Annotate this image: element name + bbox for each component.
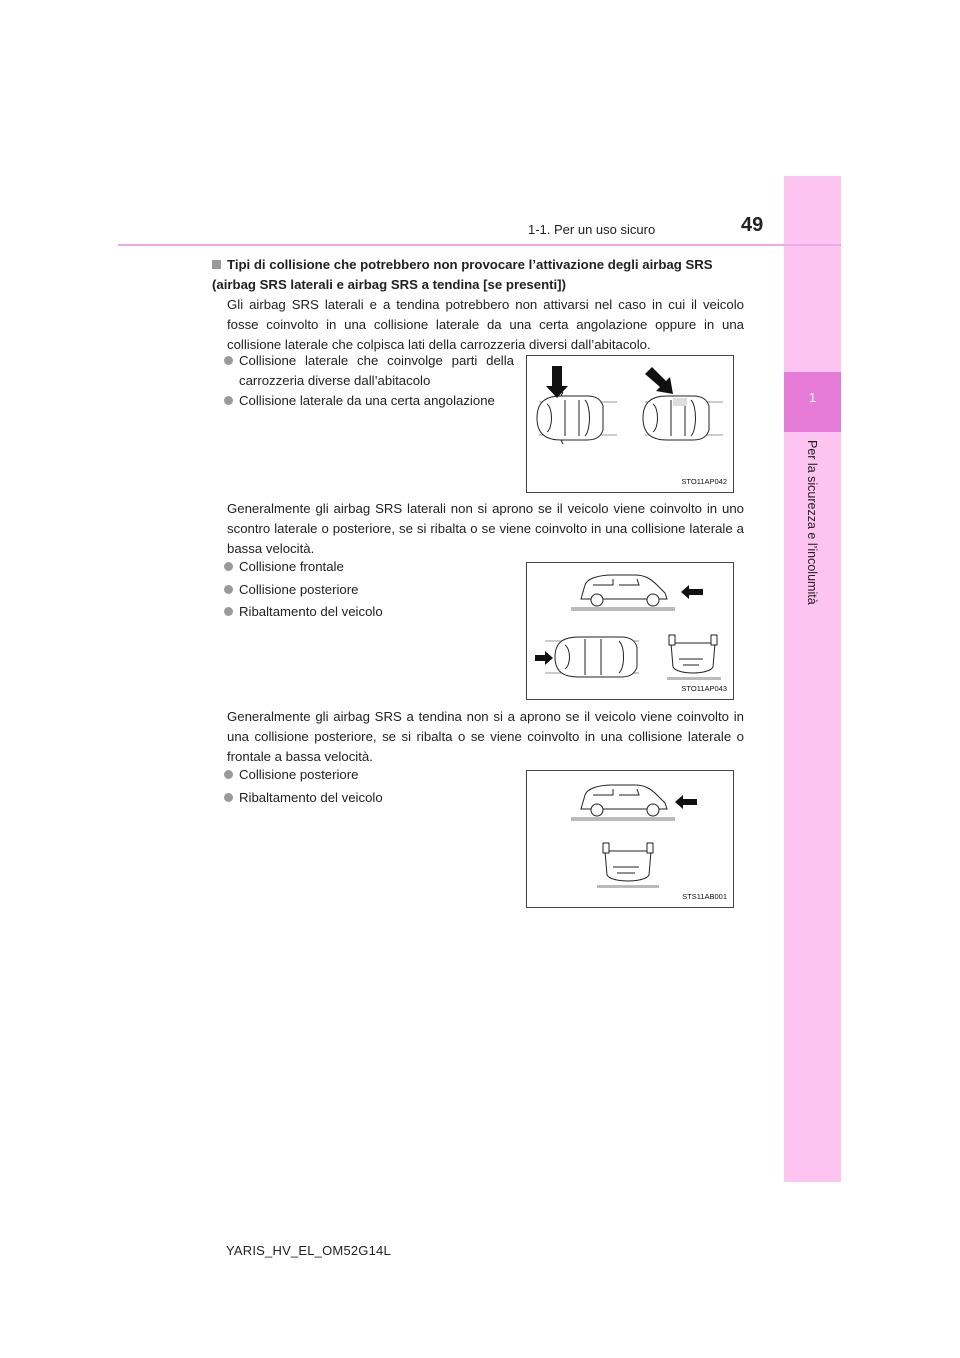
list-item-text: Collisione laterale da una certa angolazione [239,393,495,408]
bullet-dot-icon [224,396,233,405]
paragraph: Generalmente gli airbag SRS a tendina non si a aprono se il veicolo viene coinvolto in una collisione posteriore, se si ribalta o se viene coinvolto in una collisione laterale o frontale a bassa velocità. [227,709,744,764]
figure-collision-types [526,562,734,700]
side-collision-illustration [527,356,733,492]
section-heading [212,255,746,295]
list-item [224,602,383,622]
list-item [224,580,358,600]
bullet-dot-icon [224,770,233,779]
intro-paragraph: Gli airbag SRS laterali e a tendina potrebbero non attivarsi nel caso in cui il veicolo fosse coinvolto in una collisione laterale da una certa angolazione oppure in una collisione laterale che colpisca lati della carrozzeria diversi dall’abitacolo. [227,297,744,352]
figure-code: STO11AP042 [681,477,727,486]
collision-types-illustration [527,563,733,699]
list-item-text: Collisione laterale che coinvolge parti della carrozzeria diverse dall’abitacolo [239,353,514,388]
list-item-text: Collisione frontale [239,559,344,574]
side-strip [784,176,841,1182]
bullet-dot-icon [224,793,233,802]
list-item [224,788,383,808]
list-item-text: Ribaltamento del veicolo [239,604,383,619]
list-item [224,557,344,577]
square-bullet-icon [212,260,221,269]
list-item [224,351,514,391]
section-title: 1-1. Per un uso sicuro [528,222,656,237]
figure-code: STS11AB001 [682,892,727,901]
header-rule [118,244,841,246]
curtain-exceptions-illustration [527,771,733,907]
chapter-title: Per la sicurezza e l’incolumità [805,440,819,605]
bullet-dot-icon [224,585,233,594]
list-item [224,391,514,411]
document-code: YARIS_HV_EL_OM52G14L [226,1243,391,1258]
figure-side-collision [526,355,734,493]
page-number: 49 [741,214,764,236]
chapter-number: 1 [808,390,817,405]
list-item-text: Collisione posteriore [239,767,359,782]
figure-code: STO11AP043 [681,684,727,693]
list-item [224,765,358,785]
bullet-dot-icon [224,607,233,616]
paragraph: Generalmente gli airbag SRS laterali non si aprono se il veicolo viene coinvolto in uno scontro laterale o posteriore, se si ribalta o se viene coinvolto in una collisione laterale a bassa velocità. [227,501,744,556]
list-item-text: Ribaltamento del veicolo [239,790,383,805]
bullet-dot-icon [224,356,233,365]
figure-curtain-exceptions [526,770,734,908]
heading-text: Tipi di collisione che potrebbero non provocare l’attivazione degli airbag SRS (airbag SRS laterali e airbag SRS a tendina [se presenti]) [212,257,713,292]
bullet-dot-icon [224,562,233,571]
list-item-text: Collisione posteriore [239,582,359,597]
